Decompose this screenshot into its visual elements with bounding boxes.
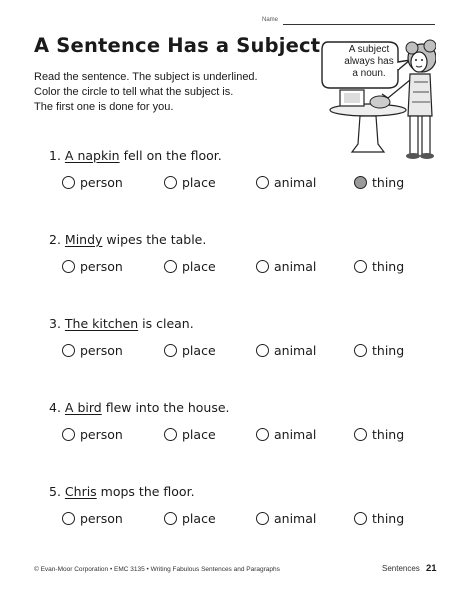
radio-circle[interactable]	[62, 512, 75, 525]
option-label: thing	[372, 259, 405, 274]
page-title: A Sentence Has a Subject	[34, 34, 321, 57]
q2-option-animal[interactable]	[256, 259, 316, 274]
option-label: thing	[372, 427, 405, 442]
question-4	[49, 400, 230, 415]
option-label: place	[182, 343, 216, 358]
laptop-display	[344, 93, 360, 103]
q5-option-person[interactable]	[62, 511, 123, 526]
table-pedestal	[352, 116, 384, 152]
radio-circle[interactable]	[62, 176, 75, 189]
q5-option-animal[interactable]	[256, 511, 316, 526]
girl-eye	[421, 59, 423, 61]
radio-circle[interactable]	[354, 512, 367, 525]
q5-option-place[interactable]	[164, 511, 216, 526]
question-text: flew into the house.	[101, 400, 230, 415]
girl-hair-curl	[424, 40, 436, 52]
option-label: person	[80, 427, 123, 442]
instructions	[34, 70, 309, 115]
q4-option-animal[interactable]	[256, 427, 316, 442]
option-label: thing	[372, 175, 405, 190]
girl-eye	[415, 59, 417, 61]
question-1	[49, 148, 222, 163]
girl-shirt	[408, 74, 432, 116]
radio-circle[interactable]	[164, 512, 177, 525]
q1-option-thing[interactable]	[354, 175, 404, 190]
name-label: Name	[262, 17, 279, 23]
girl-face	[411, 52, 427, 72]
instruction-line: The first one is done for you.	[34, 101, 174, 113]
radio-circle[interactable]	[164, 344, 177, 357]
girl-shoe	[420, 153, 434, 159]
speech-bubble-text	[334, 44, 404, 80]
question-subject: A bird	[64, 400, 102, 415]
radio-circle[interactable]	[256, 428, 269, 441]
name-line[interactable]	[283, 24, 435, 25]
instruction-line: Color the circle to tell what the subject is.	[34, 86, 234, 98]
option-label: animal	[274, 259, 317, 274]
question-subject: The kitchen	[64, 316, 139, 331]
radio-circle-selected[interactable]	[354, 176, 367, 189]
question-number: 5.	[49, 484, 61, 499]
option-label: person	[80, 259, 123, 274]
girl-leg	[422, 116, 430, 154]
q1-option-person[interactable]	[62, 175, 123, 190]
q4-option-place[interactable]	[164, 427, 216, 442]
q5-option-thing[interactable]	[354, 511, 404, 526]
radio-circle[interactable]	[164, 428, 177, 441]
question-subject: Mindy	[64, 232, 103, 247]
question-number: 1.	[49, 148, 61, 163]
footer-section: Sentences	[382, 564, 420, 573]
option-label: place	[182, 511, 216, 526]
q4-option-person[interactable]	[62, 427, 123, 442]
instruction-line: Read the sentence. The subject is underlined.	[34, 71, 258, 83]
q3-option-animal[interactable]	[256, 343, 316, 358]
option-label: animal	[274, 511, 317, 526]
radio-circle[interactable]	[256, 512, 269, 525]
option-label: place	[182, 259, 216, 274]
bubble-line: a noun.	[352, 68, 386, 79]
option-label: person	[80, 343, 123, 358]
question-2	[49, 232, 206, 247]
radio-circle[interactable]	[354, 428, 367, 441]
girl-shoe	[406, 153, 420, 159]
radio-circle[interactable]	[164, 260, 177, 273]
radio-circle[interactable]	[354, 344, 367, 357]
question-subject: Chris	[64, 484, 97, 499]
q3-option-thing[interactable]	[354, 343, 404, 358]
radio-circle[interactable]	[164, 176, 177, 189]
option-label: animal	[274, 175, 317, 190]
q3-option-person[interactable]	[62, 343, 123, 358]
girl-leg	[410, 116, 418, 154]
question-number: 3.	[49, 316, 61, 331]
q2-option-place[interactable]	[164, 259, 216, 274]
bubble-line: always has	[344, 56, 394, 67]
option-label: animal	[274, 343, 317, 358]
option-label: thing	[372, 343, 405, 358]
radio-circle[interactable]	[62, 260, 75, 273]
bubble-line: A subject	[348, 44, 390, 55]
option-label: place	[182, 175, 216, 190]
q2-option-thing[interactable]	[354, 259, 404, 274]
radio-circle[interactable]	[256, 344, 269, 357]
q2-option-person[interactable]	[62, 259, 123, 274]
question-text: wipes the table.	[102, 232, 207, 247]
radio-circle[interactable]	[256, 176, 269, 189]
option-label: person	[80, 511, 123, 526]
question-number: 4.	[49, 400, 61, 415]
footer-credit: © Evan-Moor Corporation • EMC 3135 • Writing Fabulous Sentences and Paragraphs	[34, 566, 280, 573]
question-3	[49, 316, 194, 331]
q1-option-place[interactable]	[164, 175, 216, 190]
radio-circle[interactable]	[354, 260, 367, 273]
q1-option-animal[interactable]	[256, 175, 316, 190]
question-5	[49, 484, 195, 499]
question-text: mops the floor.	[96, 484, 195, 499]
option-label: animal	[274, 427, 317, 442]
question-text: is clean.	[138, 316, 194, 331]
radio-circle[interactable]	[62, 344, 75, 357]
question-text: fell on the floor.	[119, 148, 222, 163]
radio-circle[interactable]	[256, 260, 269, 273]
napkin-cloth	[370, 96, 390, 108]
q3-option-place[interactable]	[164, 343, 216, 358]
page-number: 21	[426, 563, 437, 574]
question-subject: A napkin	[64, 148, 120, 163]
option-label: place	[182, 427, 216, 442]
option-label: thing	[372, 511, 405, 526]
option-label: person	[80, 175, 123, 190]
radio-circle[interactable]	[62, 428, 75, 441]
question-number: 2.	[49, 232, 61, 247]
q4-option-thing[interactable]	[354, 427, 404, 442]
